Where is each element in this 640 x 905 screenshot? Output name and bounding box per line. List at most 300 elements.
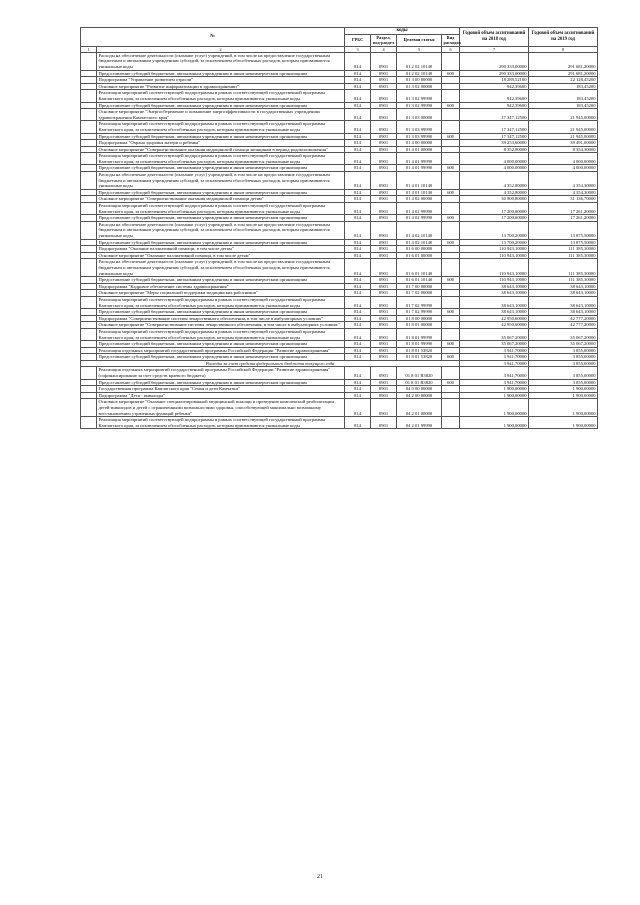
row-number (81, 328, 97, 340)
row-amount-2019: 21 945,00000 (529, 121, 598, 133)
table-row (81, 102, 598, 109)
table-row (81, 322, 598, 329)
row-description: Предоставление субсидий бюджетным, автономным учреждениям и иным некоммерческим организациям (97, 354, 345, 361)
row-number (81, 153, 97, 165)
table-row (81, 172, 598, 190)
row-amount-2019: 291 681,20000 (529, 70, 598, 77)
row-description: Реализация мероприятий соответствующей подпрограммы в рамках соответствующей государственной программы Камчатского края, за исключением обособленных расходов, которым присваиваются уникальные коды (97, 296, 345, 308)
row-grbs: 814 (345, 215, 371, 222)
row-expense-type (442, 140, 460, 147)
row-number (81, 399, 97, 417)
row-amount-2018: 4 000,00000 (460, 165, 529, 172)
row-amount-2019: 4 000,00000 (529, 153, 598, 165)
row-grbs: 814 (345, 354, 371, 361)
row-number (81, 196, 97, 203)
header-section: Раздел, под-раздел (371, 34, 397, 46)
row-section: 0901 (371, 239, 397, 246)
row-target-article: 01 4 01 10140 (397, 172, 442, 190)
row-number (81, 290, 97, 297)
row-amount-2019: 111 385,30000 (529, 259, 598, 277)
row-target-article: 01 3 02 99990 (397, 102, 442, 109)
row-amount-2018: 4 352,80000 (460, 172, 529, 190)
row-description: Предоставление субсидий бюджетным, автономным учреждениям и иным некоммерческим организациям (97, 102, 345, 109)
row-grbs: 814 (345, 196, 371, 203)
row-expense-type (442, 252, 460, 259)
row-section: 0901 (371, 417, 397, 429)
header-target-article: Целевая статья (397, 34, 442, 46)
row-amount-2018: 35 067,20000 (460, 341, 529, 348)
row-grbs: 814 (345, 315, 371, 322)
row-expense-type (442, 221, 460, 239)
row-number (81, 367, 97, 379)
row-section: 0901 (371, 109, 397, 121)
row-grbs: 814 (345, 90, 371, 102)
row-description: Реализация мероприятий соответствующей подпрограммы в рамках соответствующей государственной программы Камчатского края, за исключением обособленных расходов, которым присваиваются уникальные коды (97, 417, 345, 429)
row-grbs: 814 (345, 341, 371, 348)
table-row (81, 246, 598, 253)
row-number (81, 140, 97, 147)
row-grbs: 814 (345, 121, 371, 133)
row-expense-type (442, 347, 460, 354)
row-amount-2018: 942,39600 (460, 90, 529, 102)
row-section: 0901 (371, 277, 397, 284)
table-row (81, 165, 598, 172)
row-target-article: 01 6 00 00000 (397, 246, 442, 253)
row-description: Предоставление субсидий бюджетным, автономным учреждениям и иным некоммерческим организациям (97, 309, 345, 316)
row-grbs: 814 (345, 52, 371, 70)
col-number: 2 (97, 46, 345, 52)
row-amount-2019: 111 385,30000 (529, 252, 598, 259)
row-number (81, 283, 97, 290)
row-description: Подпрограмма "Оказание паллиативной помощи, в том числе детям" (97, 246, 345, 253)
row-grbs: 814 (345, 417, 371, 429)
row-expense-type: 600 (442, 165, 460, 172)
row-expense-type: 600 (442, 70, 460, 77)
table-row (81, 392, 598, 399)
row-grbs: 814 (345, 379, 371, 386)
row-grbs: 814 (345, 246, 371, 253)
row-section: 0901 (371, 246, 397, 253)
row-amount-2019: 38 643,10000 (529, 309, 598, 316)
row-target-article: 01 8 01 00000 (397, 322, 442, 329)
row-grbs: 814 (345, 140, 371, 147)
row-grbs: 814 (345, 277, 371, 284)
row-section: 0901 (371, 102, 397, 109)
row-number (81, 77, 97, 84)
row-expense-type: 600 (442, 102, 460, 109)
table-row (81, 83, 598, 90)
row-section: 0901 (371, 328, 397, 340)
row-expense-type (442, 153, 460, 165)
row-amount-2019: 21 945,00000 (529, 109, 598, 121)
row-target-article: 01 8 01 R3820 (397, 379, 442, 386)
row-target-article: 04 2 00 00000 (397, 392, 442, 399)
row-expense-type (442, 283, 460, 290)
row-target-article: 01 3 03 99990 (397, 133, 442, 140)
row-amount-2018: 13 700,20000 (460, 239, 529, 246)
row-number (81, 246, 97, 253)
row-amount-2018: 4 352,80000 (460, 189, 529, 196)
row-target-article: 01 3 00 00000 (397, 77, 442, 84)
row-expense-type: 600 (442, 354, 460, 361)
header-expense-type: Вид расходов (443, 34, 461, 46)
row-amount-2019: 17 261,20000 (529, 203, 598, 215)
row-description: Предоставление субсидий бюджетным, автономным учреждениям и иным некоммерческим организациям (97, 215, 345, 222)
row-number (81, 322, 97, 329)
row-description: Подпрограмма "Кадровое обеспечение системы здравоохранения" (97, 283, 345, 290)
row-section: 0901 (371, 354, 397, 361)
row-grbs: 814 (345, 83, 371, 90)
table-row (81, 215, 598, 222)
table-row (81, 354, 598, 361)
row-expense-type (442, 146, 460, 153)
table-row (81, 121, 598, 133)
row-amount-2018: 17 200,60000 (460, 215, 529, 222)
row-section: 0901 (371, 386, 397, 393)
row-expense-type (442, 386, 460, 393)
table-row (81, 417, 598, 429)
row-amount-2018: 42 950,60000 (460, 315, 529, 322)
row-target-article: 01 4 02 99990 (397, 203, 442, 215)
row-description: Основное мероприятие "Совершенствование системы лекарственного обеспечения, в том числе в амбулаторных условиях" (97, 322, 345, 329)
row-target-article: 01 4 00 00000 (397, 140, 442, 147)
row-section: 0901 (371, 221, 397, 239)
row-amount-2019: 38 643,10000 (529, 283, 598, 290)
table-row (81, 140, 598, 147)
row-amount-2019: 111 385,30000 (529, 246, 598, 253)
row-amount-2019: 13 875,50000 (529, 221, 598, 239)
row-section: 0901 (371, 252, 397, 259)
row-grbs: 814 (345, 367, 371, 379)
row-expense-type (442, 246, 460, 253)
row-expense-type: 600 (442, 309, 460, 316)
row-amount-2018: 38 643,10000 (460, 309, 529, 316)
row-section: 0901 (371, 189, 397, 196)
row-amount-2018: 942,39600 (460, 102, 529, 109)
row-section: 0901 (371, 77, 397, 84)
table-row (81, 153, 598, 165)
table-row (81, 347, 598, 354)
table-row (81, 386, 598, 393)
row-section: 0901 (371, 133, 397, 140)
row-grbs: 814 (345, 146, 371, 153)
header-year-2019: Годовой объем ассигнований на 2019 год (529, 28, 598, 47)
row-target-article: 01 4 01 99990 (397, 165, 442, 172)
row-target-article: 01 8 01 99990 (397, 328, 442, 340)
row-number (81, 221, 97, 239)
row-grbs: 814 (345, 328, 371, 340)
row-expense-type (442, 77, 460, 84)
row-section: 0901 (371, 140, 397, 147)
row-amount-2018: 110 943,10000 (460, 259, 529, 277)
row-number (81, 239, 97, 246)
row-description: Основное мероприятие "Совершенствование оказания медицинской помощи детям" (97, 196, 345, 203)
row-grbs: 814 (345, 70, 371, 77)
table-row (81, 283, 598, 290)
row-grbs: 814 (345, 165, 371, 172)
row-grbs: 814 (345, 283, 371, 290)
row-expense-type: 600 (442, 133, 460, 140)
row-description: Реализация мероприятий соответствующей подпрограммы в рамках соответствующей государственной программы Камчатского края, за исключением обособленных расходов, которым присваиваются уникальные коды (97, 328, 345, 340)
row-section: 0901 (371, 90, 397, 102)
row-amount-2019: 111 385,30000 (529, 277, 598, 284)
row-grbs: 814 (345, 252, 371, 259)
row-expense-type (442, 392, 460, 399)
row-amount-2019: 183,45200 (529, 90, 598, 102)
row-number (81, 102, 97, 109)
row-grbs: 814 (345, 153, 371, 165)
row-amount-2019: 31 136,70000 (529, 196, 598, 203)
row-amount-2019: 3 855,00000 (529, 379, 598, 386)
row-description: Основное мероприятие "Оказание паллиативной помощи, в том числе детям" (97, 252, 345, 259)
col-number: 5 (397, 46, 442, 52)
row-number (81, 296, 97, 308)
col-number: 1 (81, 46, 97, 52)
row-amount-2019: 291 681,20000 (529, 52, 598, 70)
table-row (81, 70, 598, 77)
row-amount-2018: 3 941,70000 (460, 360, 529, 367)
row-grbs: 814 (345, 392, 371, 399)
row-amount-2018: 17 347,12500 (460, 133, 529, 140)
row-number (81, 379, 97, 386)
row-description: Подпрограмма "Управление развитием отрасли" (97, 77, 345, 84)
row-amount-2018: 17 200,60000 (460, 203, 529, 215)
row-expense-type (442, 52, 460, 70)
row-section: 0901 (371, 341, 397, 348)
row-amount-2018: 290 333,00000 (460, 70, 529, 77)
row-number (81, 259, 97, 277)
row-number (81, 417, 97, 429)
row-section: 0901 (371, 146, 397, 153)
row-grbs: 814 (345, 259, 371, 277)
row-description: Расходы на обеспечение деятельности (оказание услуг) учреждений, в том числе на предоставление государственным бюджетным и автономным учреждениям субсидий, за исключением обособленных расходов, которым присваиваются уникальные коды (97, 221, 345, 239)
row-section: 0901 (371, 83, 397, 90)
row-target-article: 01 4 01 00000 (397, 146, 442, 153)
row-expense-type: 600 (442, 341, 460, 348)
row-amount-2019: 1 900,00000 (529, 386, 598, 393)
table-row (81, 259, 598, 277)
row-amount-2019: 35 067,20000 (529, 328, 598, 340)
row-number (81, 83, 97, 90)
row-amount-2019: 42 777,20000 (529, 322, 598, 329)
row-description: Предоставление субсидий бюджетным, автономным учреждениям и иным некоммерческим организациям (97, 379, 345, 386)
row-section: 0901 (371, 70, 397, 77)
row-grbs: 814 (345, 309, 371, 316)
row-grbs: 814 (345, 189, 371, 196)
table-row (81, 277, 598, 284)
header-grbs: ГРБС (345, 34, 371, 46)
table-row (81, 90, 598, 102)
row-section: 0901 (371, 290, 397, 297)
row-grbs: 814 (345, 221, 371, 239)
row-section: 0901 (371, 379, 397, 386)
row-target-article: 01 3 02 00000 (397, 83, 442, 90)
row-grbs: 814 (345, 399, 371, 417)
row-target-article: 01 4 02 10140 (397, 239, 442, 246)
row-description: Основное мероприятие "Оказание специализированной медицинской помощи и проведение комплексной реабилитации детей-инвалидов и детей с ограниченными возможностями здоровья, способствующей максимально возможному восстановлению утраченных функций ребенка" (97, 399, 345, 417)
row-amount-2019: 1 900,00000 (529, 399, 598, 417)
row-amount-2019: 3 855,00000 (529, 360, 598, 367)
table-row (81, 290, 598, 297)
row-section: 0901 (371, 309, 397, 316)
row-description: Реализация мероприятий соответствующей подпрограммы в рамках соответствующей государственной программы Камчатского края, за исключением обособленных расходов, которым присваиваются уникальные коды (97, 203, 345, 215)
row-amount-2019: 13 875,50000 (529, 239, 598, 246)
row-expense-type (442, 296, 460, 308)
row-description: Основное мероприятие "Совершенствование оказания медицинской помощи женщинам в период родовспоможения" (97, 146, 345, 153)
row-number (81, 189, 97, 196)
row-amount-2018: 18 289,52100 (460, 77, 529, 84)
col-number: 7 (460, 46, 529, 52)
row-amount-2018: 38 643,10000 (460, 283, 529, 290)
row-amount-2018: 3 941,70000 (460, 354, 529, 361)
row-grbs: 814 (345, 203, 371, 215)
row-expense-type (442, 328, 460, 340)
row-expense-type: 600 (442, 189, 460, 196)
row-expense-type (442, 417, 460, 429)
row-section: 0901 (371, 172, 397, 190)
row-amount-2019: 1 900,00000 (529, 417, 598, 429)
header-year-2018: Годовой объем ассигнований на 2018 год (460, 28, 529, 47)
row-section: 0901 (371, 367, 397, 379)
row-section: 0901 (371, 296, 397, 308)
table-row (81, 221, 598, 239)
table-row (81, 109, 598, 121)
col-number: 8 (529, 46, 598, 52)
row-amount-2018: 35 067,20000 (460, 328, 529, 340)
table-row (81, 379, 598, 386)
row-amount-2018: 3 941,70000 (460, 347, 529, 354)
row-target-article: 01 8 01 53820 (397, 347, 442, 354)
table-row (81, 146, 598, 153)
row-target-article: 01 2 02 10140 (397, 52, 442, 70)
row-grbs: 814 (345, 296, 371, 308)
col-number: 3 (345, 46, 371, 52)
row-target-article: 01 3 02 99990 (397, 90, 442, 102)
row-target-article: 01 3 03 00000 (397, 109, 442, 121)
table-row (81, 196, 598, 203)
row-number (81, 52, 97, 70)
row-amount-2018: 8 352,80000 (460, 146, 529, 153)
row-amount-2019: 183,45200 (529, 83, 598, 90)
row-section: 0901 (371, 259, 397, 277)
row-amount-2018: 3 941,70000 (460, 367, 529, 379)
row-description: Предоставление субсидий бюджетным, автономным учреждениям и иным некоммерческим организациям (97, 165, 345, 172)
row-target-article: 04 2 01 00000 (397, 399, 442, 417)
row-amount-2018: 1 900,00000 (460, 386, 529, 393)
row-description: Реализация отдельных мероприятий государственной программы Российской Федерации "Развитие здравоохранения" (97, 347, 345, 354)
table-row (81, 52, 598, 70)
row-amount-2018: 38 643,10000 (460, 290, 529, 297)
row-grbs: 814 (345, 239, 371, 246)
row-amount-2018: 290 333,00000 (460, 52, 529, 70)
row-description: Предоставление субсидий бюджетным, автономным учреждениям и иным некоммерческим организациям (97, 277, 345, 284)
row-number (81, 90, 97, 102)
row-number (81, 70, 97, 77)
row-expense-type (442, 203, 460, 215)
row-amount-2019: 4 000,00000 (529, 165, 598, 172)
row-amount-2019: 38 643,10000 (529, 290, 598, 297)
row-number (81, 392, 97, 399)
row-expense-type (442, 315, 460, 322)
row-number (81, 121, 97, 133)
row-section: 0901 (371, 196, 397, 203)
row-description: Государственная программа Камчатского края "Семья и дети Камчатки" (97, 386, 345, 393)
row-expense-type (442, 109, 460, 121)
row-expense-type: 600 (442, 379, 460, 386)
row-amount-2018: 110 943,10000 (460, 246, 529, 253)
row-number (81, 203, 97, 215)
row-amount-2019: 4 354,30000 (529, 172, 598, 190)
row-description: Реализация отдельных мероприятий государственной программы Российской Федерации "Развитие здравоохранения" (софинансирование за счет средств краевого бюджета) (97, 367, 345, 379)
row-amount-2018: 39 253,60000 (460, 140, 529, 147)
row-expense-type (442, 83, 460, 90)
row-amount-2018: 110 943,10000 (460, 277, 529, 284)
table-row (81, 360, 598, 367)
row-grbs: 814 (345, 386, 371, 393)
row-amount-2018: 1 900,00000 (460, 399, 529, 417)
row-number (81, 309, 97, 316)
row-number (81, 215, 97, 222)
budget-rows (81, 52, 598, 429)
row-amount-2018: 38 643,10000 (460, 296, 529, 308)
row-section: 0901 (371, 52, 397, 70)
row-amount-2019: 3 855,00000 (529, 367, 598, 379)
row-section: 0901 (371, 347, 397, 354)
table-row (81, 367, 598, 379)
row-expense-type (442, 90, 460, 102)
row-expense-type (442, 172, 460, 190)
row-expense-type (442, 322, 460, 329)
row-amount-2019: 3 855,00000 (529, 354, 598, 361)
table-row (81, 328, 598, 340)
row-description: Подпрограмма "Совершенствование системы лекарственного обеспечения, в том числе в амбулаторных условиях" (97, 315, 345, 322)
row-description: Подпрограмма "Дети - инвалиды" (97, 392, 345, 399)
row-target-article: 01 7 02 99990 (397, 309, 442, 316)
row-expense-type: 600 (442, 277, 460, 284)
row-amount-2019: 8 354,30000 (529, 146, 598, 153)
row-amount-2018: 942,39600 (460, 83, 529, 90)
row-number (81, 133, 97, 140)
row-description: Предоставление субсидий бюджетным, автономным учреждениям и иным некоммерческим организациям (97, 133, 345, 140)
row-target-article: 04 0 00 00000 (397, 386, 442, 393)
row-grbs: 814 (345, 290, 371, 297)
header-codes: коды (345, 28, 460, 35)
row-amount-2019: 17 261,20000 (529, 215, 598, 222)
row-amount-2018: 110 943,10000 (460, 252, 529, 259)
row-number (81, 172, 97, 190)
row-number (81, 146, 97, 153)
row-target-article: 01 4 02 99990 (397, 215, 442, 222)
row-expense-type (442, 121, 460, 133)
row-amount-2018: 1 900,00000 (460, 392, 529, 399)
row-expense-type (442, 399, 460, 417)
row-description: Реализация мероприятий соответствующей подпрограммы в рамках соответствующей государственной программы Камчатского края, за исключением обособленных расходов, которым присваиваются уникальные коды (97, 90, 345, 102)
row-description: Предоставление субсидий бюджетным, автономным учреждениям и иным некоммерческим организациям (97, 189, 345, 196)
row-grbs: 814 (345, 109, 371, 121)
row-description: Реализация мероприятий соответствующей подпрограммы в рамках соответствующей государственной программы Камчатского края, за исключением обособленных расходов, которым присваиваются уникальные коды (97, 121, 345, 133)
row-amount-2019: 1 900,00000 (529, 392, 598, 399)
row-description: Расходы на обеспечение деятельности (оказание услуг) учреждений, в том числе на предоставление государственным бюджетным и автономным учреждениям субсидий, за исключением обособленных расходов, которым присваиваются уникальные коды (97, 172, 345, 190)
header-number: № (81, 28, 345, 47)
row-target-article: 01 8 01 R3820 (397, 367, 442, 379)
row-amount-2018: 1 900,00000 (460, 417, 529, 429)
table-row (81, 309, 598, 316)
row-target-article: 01 8 01 53820 (397, 354, 442, 361)
row-number (81, 252, 97, 259)
row-target-article: 01 7 00 00000 (397, 283, 442, 290)
row-target-article: 01 7 02 99990 (397, 296, 442, 308)
col-number: 6 (442, 46, 460, 52)
